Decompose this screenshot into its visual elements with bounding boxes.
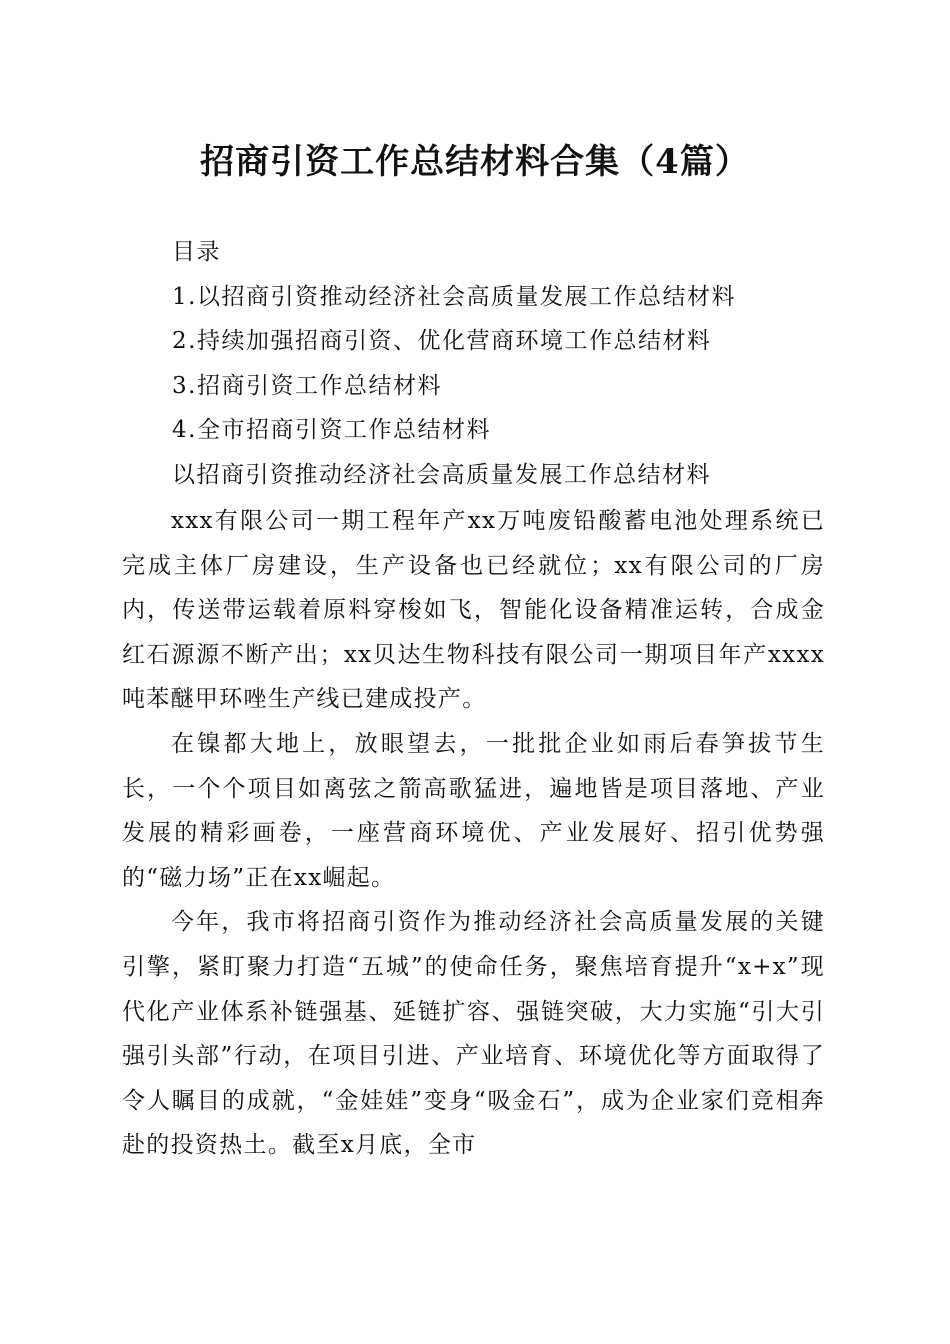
table-of-contents xyxy=(172,230,852,498)
toc-item: 1.以招商引资推动经济社会高质量发展工作总结材料 xyxy=(172,283,736,310)
document-title: 招商引资工作总结材料合集（4篇） xyxy=(200,142,750,182)
body-text xyxy=(122,499,825,1168)
paragraph: 今年，我市将招商引资作为推动经济社会高质量发展的关键引擎，紧盯聚力打造“五城”的使命任务，聚焦培育提升“x+x”现代化产业体系补链强基、延链扩容、强链突破，大力实施“引大引强引头部”行动，在项目引进、产业培育、环境优化等方面取得了令人瞩目的成就，“金娃娃”变身“吸金石”，成为企业家们竞相奔赴的投资热土。截至x月底，全市 xyxy=(122,909,825,1159)
toc-item: 3.招商引资工作总结材料 xyxy=(172,372,442,399)
paragraph: 在镍都大地上，放眼望去，一批批企业如雨后春笋拔节生长，一个个项目如离弦之箭高歌猛进，遍地皆是项目落地、产业发展的精彩画卷，一座营商环境优、产业发展好、招引优势强的“磁力场”正在xx崛起。 xyxy=(122,730,825,891)
paragraph: xxx有限公司一期工程年产xx万吨废铅酸蓄电池处理系统已完成主体厂房建设，生产设备也已经就位；xx有限公司的厂房内，传送带运载着原料穿梭如飞，智能化设备精准运转，合成金红石源源不断产出；xx贝达生物科技有限公司一期项目年产xxxx吨苯醚甲环唑生产线已建成投产。 xyxy=(122,508,825,713)
toc-item: 2.持续加强招商引资、优化营商环境工作总结材料 xyxy=(172,328,712,355)
toc-item: 4.全市招商引资工作总结材料 xyxy=(172,417,491,444)
section-title: 以招商引资推动经济社会高质量发展工作总结材料 xyxy=(172,461,711,488)
toc-heading: 目录 xyxy=(172,239,221,265)
